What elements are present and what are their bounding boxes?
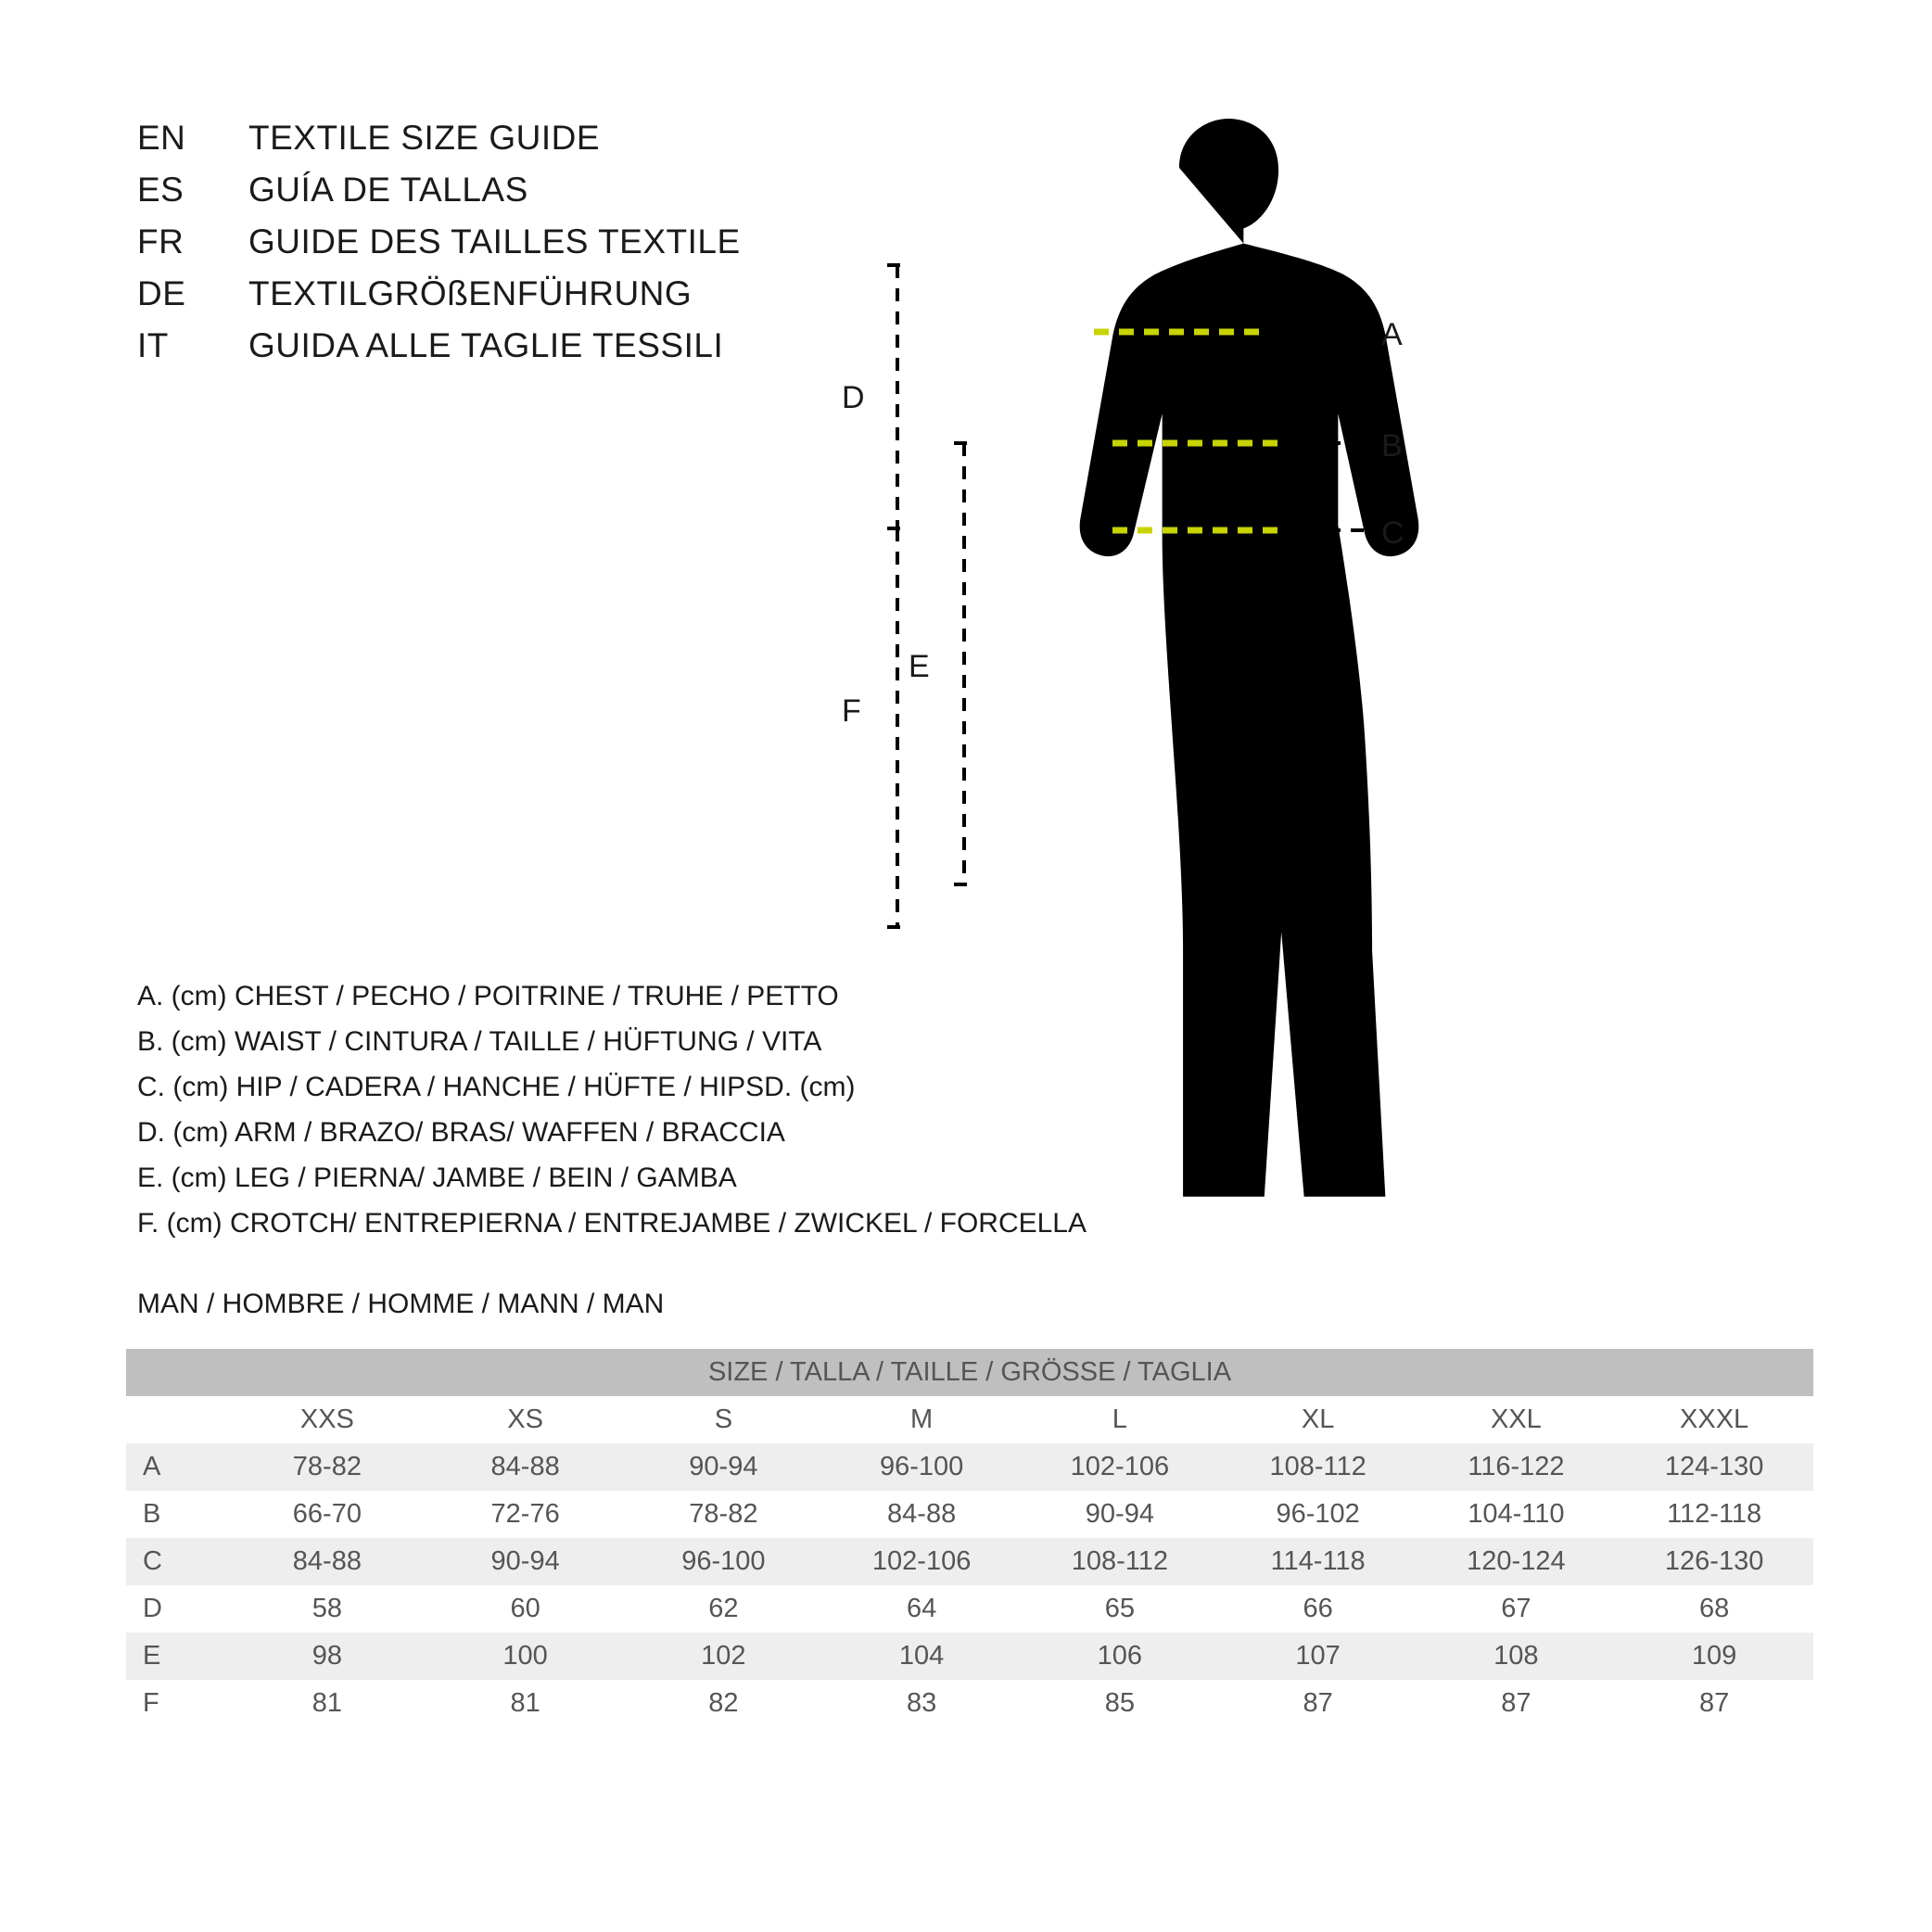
table-cell: 90-94	[426, 1538, 625, 1585]
title-text: TEXTILE SIZE GUIDE	[248, 119, 601, 157]
row-label: F	[126, 1680, 228, 1727]
table-header-row	[126, 1349, 1813, 1396]
table-cell: 96-100	[625, 1538, 823, 1585]
title-text: GUIDA ALLE TAGLIE TESSILI	[248, 326, 724, 364]
table-cell: 104	[822, 1633, 1021, 1680]
table-row	[126, 1633, 1813, 1680]
legend-item-e: E. (cm) LEG / PIERNA/ JAMBE / BEIN / GAMBA	[137, 1163, 737, 1193]
table-cell: 84-88	[228, 1538, 426, 1585]
table-cell: 66-70	[228, 1491, 426, 1538]
title-lang-code: ES	[137, 171, 184, 209]
table-cell: 120-124	[1417, 1538, 1616, 1585]
table-cell: 126-130	[1615, 1538, 1813, 1585]
label-a: A	[1381, 317, 1403, 352]
table-cell: 106	[1021, 1633, 1219, 1680]
table-cell: 108	[1417, 1633, 1616, 1680]
table-cell: 87	[1417, 1680, 1616, 1727]
table-row	[126, 1680, 1813, 1727]
legend-item-d: D. (cm) ARM / BRAZO/ BRAS/ WAFFEN / BRACCIA	[137, 1117, 785, 1148]
table-cell: 64	[822, 1585, 1021, 1633]
table-cell: 90-94	[1021, 1491, 1219, 1538]
table-row	[126, 1585, 1813, 1633]
table-cell: 58	[228, 1585, 426, 1633]
size-header-cell: M	[822, 1396, 1021, 1443]
row-label: C	[126, 1538, 228, 1585]
legend-item-c: C. (cm) HIP / CADERA / HANCHE / HÜFTE / HIPSD. (cm)	[137, 1072, 856, 1102]
table-cell: 65	[1021, 1585, 1219, 1633]
title-row	[137, 119, 972, 171]
title-lang-code: IT	[137, 326, 169, 364]
title-text: GUÍA DE TALLAS	[248, 171, 528, 209]
table-row	[126, 1538, 1813, 1585]
title-row	[137, 326, 972, 378]
table-cell: 90-94	[625, 1443, 823, 1491]
table-cell: 81	[426, 1680, 625, 1727]
table-cell: 124-130	[1615, 1443, 1813, 1491]
table-row	[126, 1491, 1813, 1538]
table-cell: 78-82	[228, 1443, 426, 1491]
table-cell: 104-110	[1417, 1491, 1616, 1538]
table-cell: 108-112	[1219, 1443, 1417, 1491]
table-cell: 96-102	[1219, 1491, 1417, 1538]
table-cell: 83	[822, 1680, 1021, 1727]
table-cell: 98	[228, 1633, 426, 1680]
size-header-cell: XS	[426, 1396, 625, 1443]
table-sizes-row	[126, 1396, 1813, 1443]
title-block	[137, 119, 972, 378]
size-header-cell: XXXL	[1615, 1396, 1813, 1443]
size-table	[126, 1349, 1813, 1727]
table-header-title: SIZE / TALLA / TAILLE / GRÖSSE / TAGLIA	[126, 1349, 1813, 1396]
label-d: D	[842, 380, 865, 415]
row-label: E	[126, 1633, 228, 1680]
size-header-cell: S	[625, 1396, 823, 1443]
table-cell: 116-122	[1417, 1443, 1616, 1491]
table-cell: 60	[426, 1585, 625, 1633]
table-cell: 114-118	[1219, 1538, 1417, 1585]
legend-block	[137, 973, 1250, 1246]
label-f: F	[842, 693, 861, 729]
size-header-cell: XXS	[228, 1396, 426, 1443]
size-table-wrapper	[126, 1349, 1813, 1727]
table-cell: 107	[1219, 1633, 1417, 1680]
table-cell: 84-88	[822, 1491, 1021, 1538]
table-cell: 85	[1021, 1680, 1219, 1727]
title-text: GUIDE DES TAILLES TEXTILE	[248, 222, 741, 261]
title-lang-code: EN	[137, 119, 186, 157]
label-e: E	[909, 649, 930, 684]
table-cell: 87	[1219, 1680, 1417, 1727]
table-cell: 109	[1615, 1633, 1813, 1680]
table-cell: 78-82	[625, 1491, 823, 1538]
label-c: C	[1381, 515, 1405, 551]
label-b: B	[1381, 428, 1403, 464]
table-cell: 108-112	[1021, 1538, 1219, 1585]
title-text: TEXTILGRÖßENFÜHRUNG	[248, 274, 693, 312]
title-lang-code: DE	[137, 274, 186, 312]
title-row	[137, 274, 972, 326]
table-cell: 102-106	[1021, 1443, 1219, 1491]
size-header-cell: XL	[1219, 1396, 1417, 1443]
sizes-row-corner	[126, 1396, 228, 1443]
size-header-cell: L	[1021, 1396, 1219, 1443]
table-cell: 66	[1219, 1585, 1417, 1633]
table-cell: 102-106	[822, 1538, 1021, 1585]
table-cell: 67	[1417, 1585, 1616, 1633]
table-cell: 112-118	[1615, 1491, 1813, 1538]
legend-item-b: B. (cm) WAIST / CINTURA / TAILLE / HÜFTUNG / VITA	[137, 1026, 822, 1057]
table-cell: 100	[426, 1633, 625, 1680]
table-cell: 82	[625, 1680, 823, 1727]
table-cell: 84-88	[426, 1443, 625, 1491]
table-cell: 62	[625, 1585, 823, 1633]
row-label: D	[126, 1585, 228, 1633]
table-cell: 68	[1615, 1585, 1813, 1633]
table-cell: 72-76	[426, 1491, 625, 1538]
legend-item-a: A. (cm) CHEST / PECHO / POITRINE / TRUHE / PETTO	[137, 981, 839, 1011]
title-row	[137, 222, 972, 274]
row-label: B	[126, 1491, 228, 1538]
table-cell: 102	[625, 1633, 823, 1680]
legend-item-f: F. (cm) CROTCH/ ENTREPIERNA / ENTREJAMBE / ZWICKEL / FORCELLA	[137, 1208, 1087, 1239]
size-header-cell: XXL	[1417, 1396, 1616, 1443]
table-cell: 81	[228, 1680, 426, 1727]
row-label: A	[126, 1443, 228, 1491]
gender-label: MAN / HOMBRE / HOMME / MANN / MAN	[137, 1289, 665, 1319]
table-cell: 87	[1615, 1680, 1813, 1727]
table-cell: 96-100	[822, 1443, 1021, 1491]
table-row	[126, 1443, 1813, 1491]
title-row	[137, 171, 972, 222]
title-lang-code: FR	[137, 222, 184, 261]
